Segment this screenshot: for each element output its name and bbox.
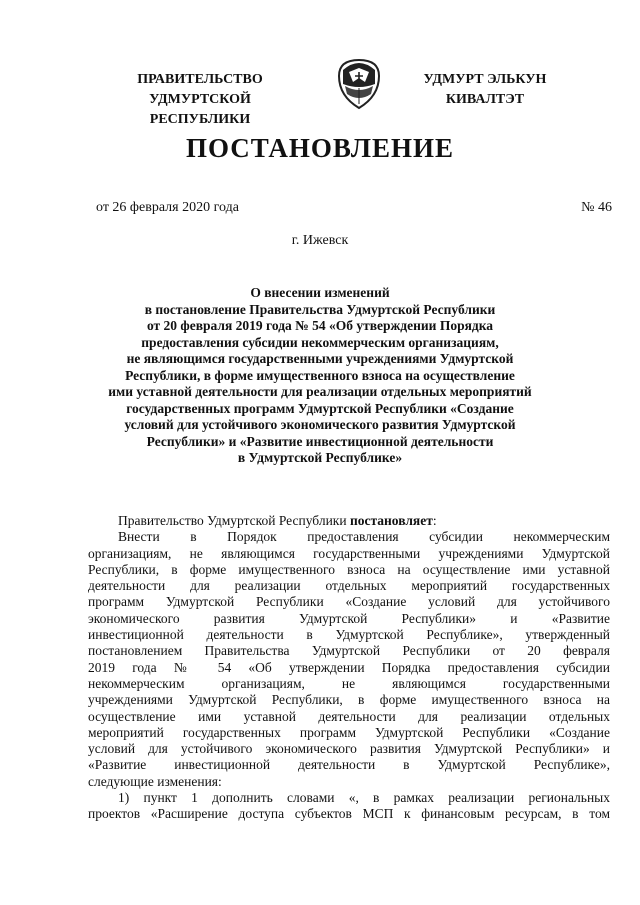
document-title: ПОСТАНОВЛЕНИЕ	[185, 133, 455, 163]
subject-line: в постановление Правительства Удмуртской Республики	[144, 301, 496, 317]
document-city: г. Ижевск	[291, 233, 349, 248]
body-line: программ Удмуртской Республики «Создание условий для устойчивого	[88, 594, 610, 610]
body-line: мероприятий государственных программ Удмуртской Республики «Создание	[88, 724, 610, 740]
subject-line: в Удмуртской Республике»	[237, 450, 403, 465]
body-line: экономического развития Удмуртской Республики» и «Развитие	[88, 610, 610, 626]
lead-bold-text: постановляет	[349, 513, 433, 528]
header-left-line-1: ПРАВИТЕЛЬСТВО	[137, 72, 263, 87]
document-body	[88, 513, 610, 823]
header-left-line-2: УДМУРТСКОЙ РЕСПУБЛИКИ	[149, 92, 251, 127]
body-line: Республики, в форме имущественного взноса на осуществление ими уставной	[88, 561, 610, 577]
body-line: условий для устойчивого экономического развития Удмуртской Республики» и	[88, 741, 610, 757]
header-right	[385, 70, 585, 110]
document-subject	[95, 285, 545, 467]
item-line: 1) пункт 1 дополнить словами «, в рамках реализации региональных	[118, 790, 610, 806]
body-line: деятельности для реализации отдельных мероприятий государственных	[88, 578, 610, 594]
body-line: осуществление ими уставной деятельности для реализации отдельных	[88, 708, 610, 724]
subject-line: ими уставной деятельности для реализации отдельных мероприятий	[108, 384, 532, 399]
body-line: инвестиционной деятельности в Удмуртской Республике», утвержденный	[88, 627, 610, 643]
header-left	[100, 70, 300, 130]
subject-line: не являющимся государственными учреждениями Удмуртской	[126, 351, 514, 366]
body-line: организациям, не являющимся государственными учреждениями Удмуртской	[88, 545, 610, 561]
document-number: № 46	[581, 200, 612, 215]
lead-text: Правительство Удмуртской Республики	[118, 513, 350, 528]
document-date: от 26 февраля 2020 года	[96, 200, 239, 215]
body-line: Внести в Порядок предоставления субсидии некоммерческим	[118, 529, 610, 545]
body-line: «Развитие инвестиционной деятельности в Удмуртской Республике»,	[88, 757, 610, 773]
subject-line: условий для устойчивого экономического развития Удмуртской	[124, 417, 516, 432]
body-lead	[88, 513, 610, 529]
body-line: 2019 года № 54 «Об утверждении Порядка предоставления субсидии	[88, 659, 610, 675]
item-line: проектов «Расширение доступа субъектов МСП к финансовым ресурсам, в том	[88, 806, 610, 822]
subject-line: предоставления субсидии некоммерческим организациям,	[141, 334, 499, 350]
header-right-line-1: УДМУРТ ЭЛЬКУН	[423, 72, 547, 87]
lead-end: :	[432, 513, 437, 528]
subject-line: Республики» и «Развитие инвестиционной деятельности	[146, 433, 494, 449]
body-line: учреждениями Удмуртской Республики, в форме имущественного взноса на	[88, 692, 610, 708]
subject-line: государственных программ Удмуртской Республики «Создание	[126, 400, 514, 416]
header-right-line-2: КИВАЛТЭТ	[445, 92, 525, 107]
subject-line: О внесении изменений	[250, 285, 390, 300]
coat-of-arms-icon	[335, 58, 383, 110]
subject-line: от 20 февраля 2019 года № 54 «Об утверждении Порядка	[146, 318, 494, 333]
subject-line: Республики, в форме имущественного взноса на осуществление	[125, 367, 515, 383]
body-line: следующие изменения:	[88, 773, 222, 789]
body-line: некоммерческим организациям, не являющимся государственными	[88, 675, 610, 691]
body-line: постановлением Правительства Удмуртской Республики от 20 февраля	[88, 643, 610, 659]
